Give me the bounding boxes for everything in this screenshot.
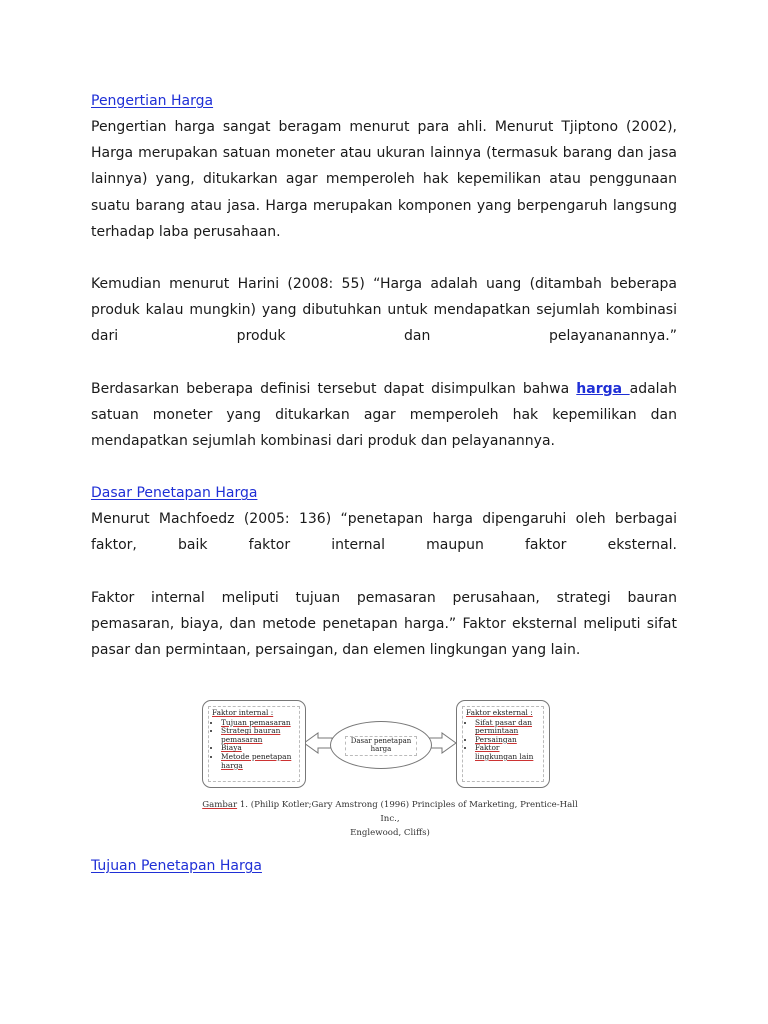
internal-item: • Strategi bauran pemasaran — [221, 727, 296, 744]
internal-list — [212, 719, 296, 771]
oval-label: Dasar penetapan harga — [345, 736, 417, 756]
external-item: • Sifat pasar dan permintaan — [475, 719, 540, 736]
kesimpulan-text-end: adalah satuan moneter yang ditukarkan agar memperoleh hak kepemilikan dan mendapatkan sejumlah kombinasi dari produk dan pelayanannya. — [91, 380, 678, 450]
arrow-right — [428, 733, 456, 753]
external-item: • Persaingan — [475, 736, 540, 745]
figure-caption — [200, 798, 580, 840]
heading-tujuan-penetapan-harga[interactable]: Tujuan Penetapan Harga — [91, 858, 262, 874]
figure-pricing-diagram — [200, 696, 580, 836]
caption-citation: 1. (Philip Kotler;Gary Amstrong (1996) Principles of Marketing, Prentice-Hall Inc., — [237, 800, 578, 824]
box-faktor-internal — [202, 700, 306, 788]
paragraph-kesimpulan — [91, 376, 677, 455]
kesimpulan-text-start: Berdasarkan beberapa definisi tersebut dapat disimpulkan bahwa — [91, 380, 577, 397]
paragraph-machfoedz: Menurut Machfoedz (2005: 136) “penetapan harga dipengaruhi oleh berbagai faktor, baik faktor internal maupun faktor eksternal. — [91, 511, 677, 554]
internal-title: Faktor internal : — [212, 708, 274, 717]
external-list — [466, 719, 540, 762]
internal-item: • Tujuan pemasaran — [221, 719, 296, 728]
arrow-left — [304, 733, 332, 753]
oval-dasar-penetapan — [330, 721, 432, 769]
caption-citation-line2: Englewood, Cliffs) — [350, 828, 430, 838]
internal-item: • Metode penetapan harga — [221, 753, 296, 770]
paragraph-faktor: Faktor internal meliputi tujuan pemasaran perusahaan, strategi bauran pemasaran, biaya, dan metode penetapan harga.” Faktor eksternal meliputi sifat pasar dan permintaan, persaingan, dan elemen lingkungan yang lain. — [91, 589, 677, 659]
heading-dasar-penetapan-harga[interactable]: Dasar Penetapan Harga — [91, 485, 258, 502]
external-item: • Faktor lingkungan lain — [475, 744, 540, 761]
link-harga[interactable]: harga — [576, 380, 630, 397]
box-faktor-eksternal — [456, 700, 550, 788]
external-title: Faktor eksternal : — [466, 708, 533, 717]
caption-label: Gambar — [202, 800, 238, 810]
paragraph-harini: Kemudian menurut Harini (2008: 55) “Harga adalah uang (ditambah beberapa produk kalau mungkin) yang dibutuhkan untuk mendapatkan sejumlah kombinasi dari produk dan pelayananannya.” — [91, 276, 677, 345]
internal-item: • Biaya — [221, 744, 296, 753]
heading-pengertian-harga[interactable]: Pengertian Harga — [91, 93, 214, 109]
document-content — [91, 88, 677, 663]
paragraph-tjiptono: Pengertian harga sangat beragam menurut para ahli. Menurut Tjiptono (2002), Harga merupakan satuan moneter atau ukuran lainnya (termasuk barang dan jasa lainnya) yang, ditukarkan agar memperoleh hak kepemilikan atau penggunaan suatu barang atau jasa. Harga merupakan komponen yang berpengaruh langsung terhadap laba perusahaan. — [91, 119, 677, 240]
